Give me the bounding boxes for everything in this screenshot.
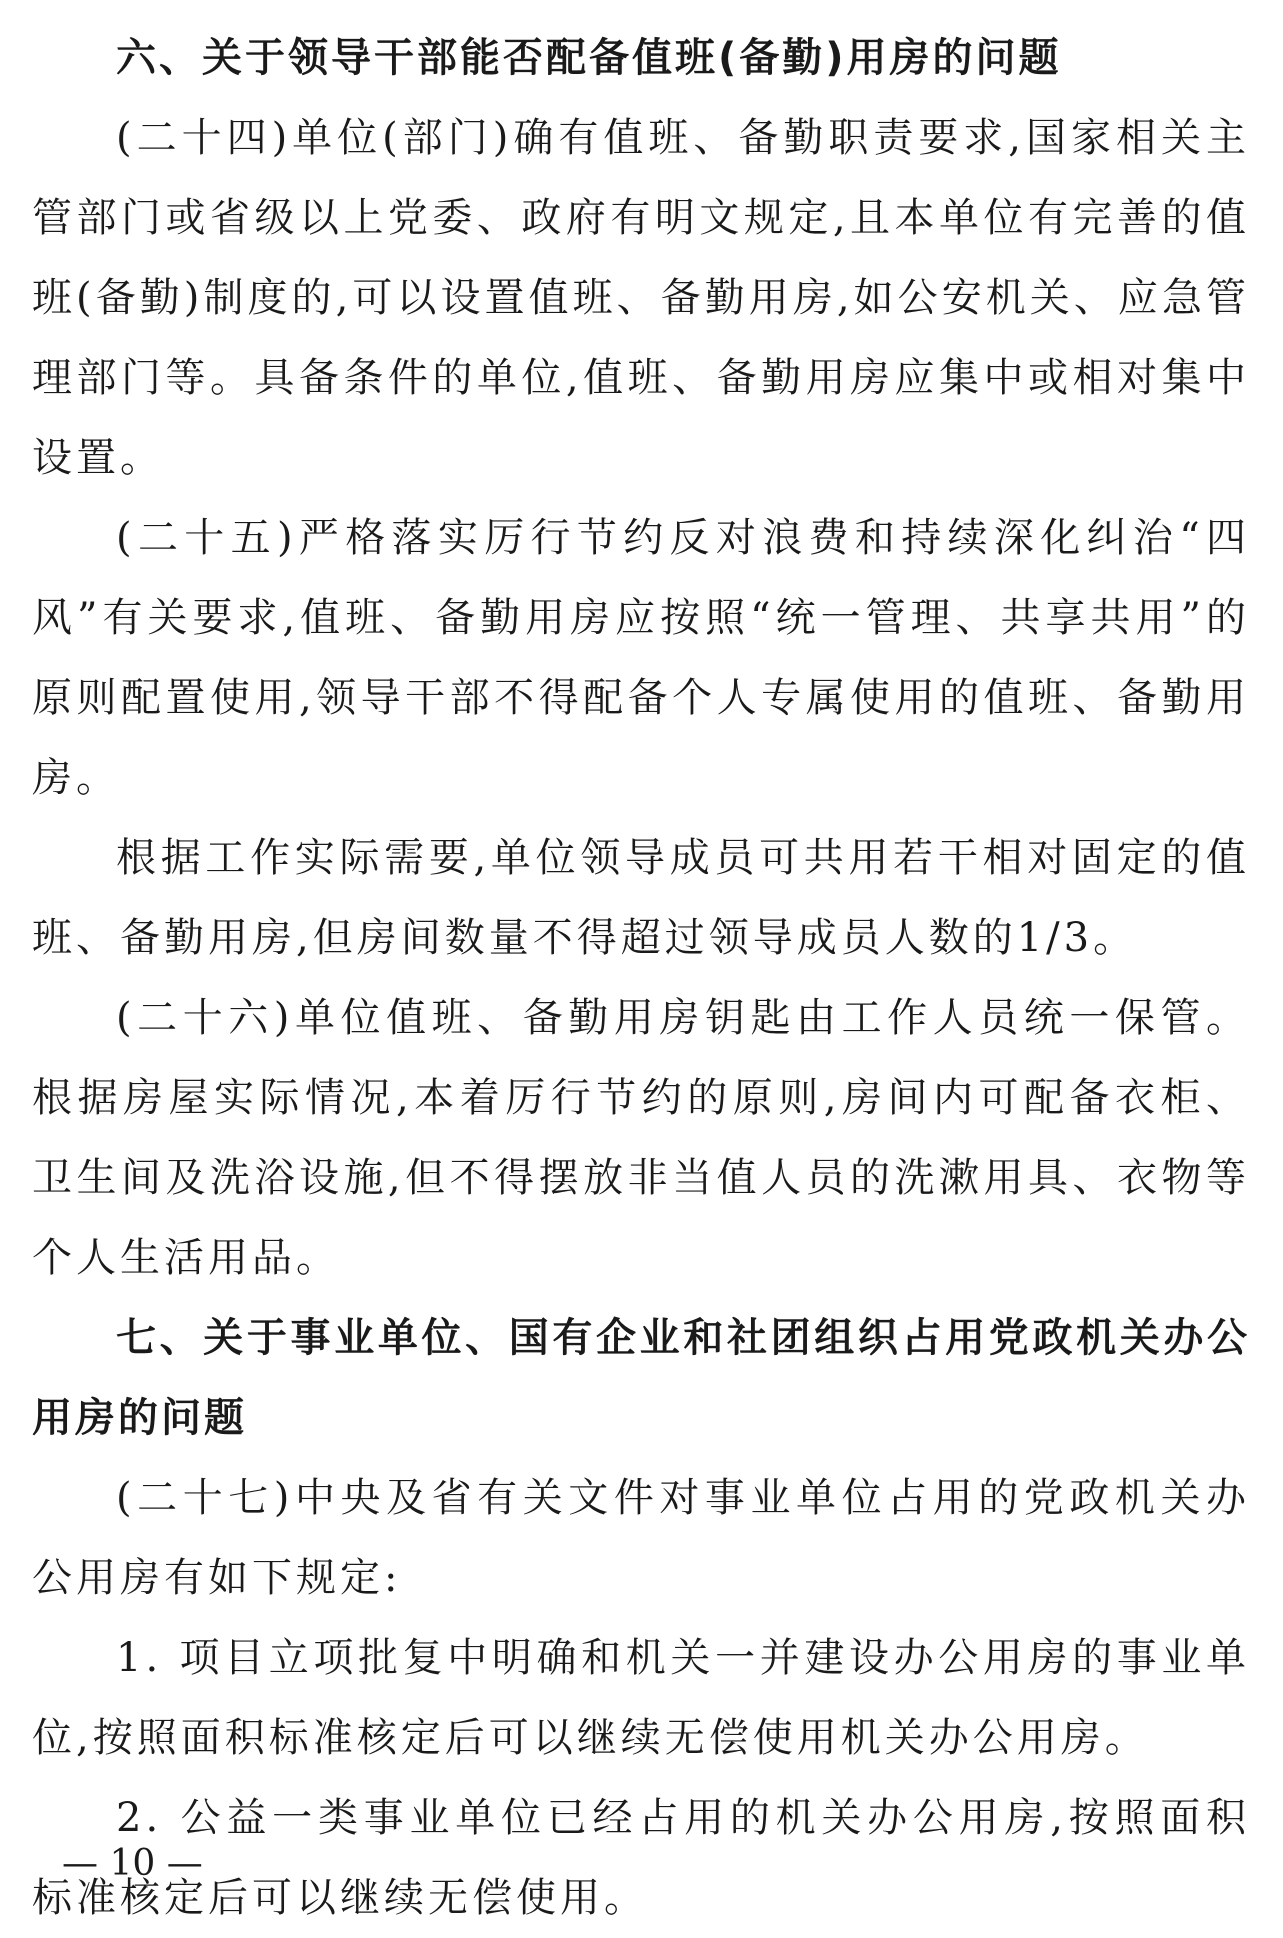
page-number: — 10 —: [62, 1843, 203, 1884]
paragraph-rule-2: 2. 公益一类事业单位已经占用的机关办公用房,按照面积标准核定后可以继续无偿使用。: [32, 1795, 1250, 1921]
paragraph-item-25: (二十五)严格落实厉行节约反对浪费和持续深化纠治“四风”有关要求,值班、备勤用房应按照“统一管理、共享共用”的原则配置使用,领导干部不得配备个人专属使用的值班、备勤用房。: [32, 515, 1250, 801]
document-body: [32, 18, 1250, 1938]
paragraph-item-27: (二十七)中央及省有关文件对事业单位占用的党政机关办公用房有如下规定:: [32, 1475, 1250, 1601]
paragraph-item-24: (二十四)单位(部门)确有值班、备勤职责要求,国家相关主管部门或省级以上党委、政府有明文规定,且本单位有完善的值班(备勤)制度的,可以设置值班、备勤用房,如公安机关、应急管理部门等。具备条件的单位,值班、备勤用房应集中或相对集中设置。: [32, 115, 1250, 481]
paragraph-item-26: (二十六)单位值班、备勤用房钥匙由工作人员统一保管。根据房屋实际情况,本着厉行节约的原则,房间内可配备衣柜、卫生间及洗浴设施,但不得摆放非当值人员的洗漱用具、衣物等个人生活用品。: [32, 995, 1250, 1281]
paragraph-leader-duty-rooms: 根据工作实际需要,单位领导成员可共用若干相对固定的值班、备勤用房,但房间数量不得超过领导成员人数的1/3。: [32, 835, 1250, 961]
section-heading-seven: 七、关于事业单位、国有企业和社团组织占用党政机关办公用房的问题: [32, 1315, 1250, 1441]
section-heading-six: 六、关于领导干部能否配备值班(备勤)用房的问题: [116, 35, 1062, 81]
paragraph-rule-1: 1. 项目立项批复中明确和机关一并建设办公用房的事业单位,按照面积标准核定后可以继续无偿使用机关办公用房。: [32, 1635, 1250, 1761]
